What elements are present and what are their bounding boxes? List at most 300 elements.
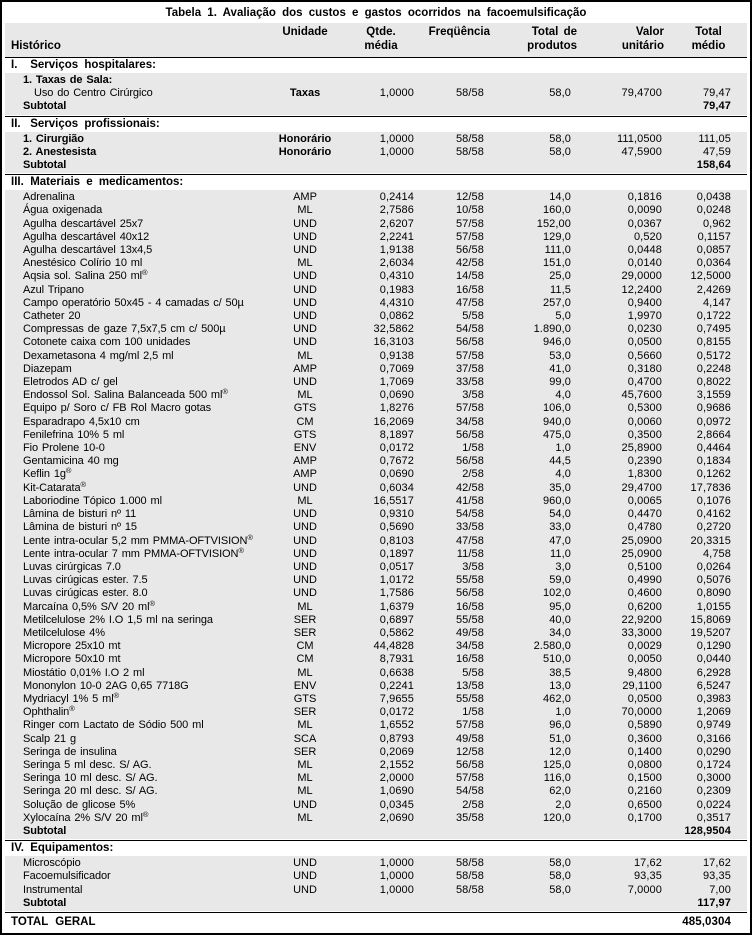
row-cell: 0,8155 <box>696 336 731 349</box>
row-cell <box>342 825 420 838</box>
row-cell <box>342 100 420 113</box>
row-cell: 0,0172 <box>379 706 414 719</box>
row-cell: UND <box>293 560 317 573</box>
row-cell: 0,2390 <box>627 455 662 468</box>
row-cell: 47,5900 <box>621 145 662 158</box>
row-cell: 56/58 <box>455 455 484 468</box>
row-cell: Taxas <box>289 87 321 100</box>
table-row <box>5 706 747 719</box>
row-cell: UND <box>293 857 317 870</box>
row-label: Luvas cirúgicas ester. 8.0 <box>23 587 148 600</box>
row-cell: 35,0 <box>549 481 571 494</box>
row-cell: 2,7586 <box>379 204 414 217</box>
row-cell: 7,00 <box>709 883 731 896</box>
row-cell: 62,0 <box>549 785 571 798</box>
table-row <box>5 627 747 640</box>
row-label: Campo operatório 50x45 - 4 camadas c/ 50µ <box>23 296 244 309</box>
row-cell: 257,0 <box>542 296 571 309</box>
row-cell: ML <box>297 257 313 270</box>
row-cell: 106,0 <box>542 402 571 415</box>
row-cell: 14/58 <box>455 270 484 283</box>
row-label: Subtotal <box>23 824 67 837</box>
row-cell: 0,9686 <box>696 402 731 415</box>
row-cell: Honorário <box>278 145 332 158</box>
row-label: Diazepam <box>23 362 72 375</box>
subtotal-row <box>5 159 747 172</box>
row-cell: 5/58 <box>462 310 484 323</box>
row-label: Catheter 20 <box>23 310 81 323</box>
registered-trademark-symbol: ® <box>142 268 148 278</box>
row-cell <box>492 159 585 172</box>
row-cell: 0,5100 <box>627 560 662 573</box>
row-cell: ML <box>297 758 313 771</box>
row-cell: 57/58 <box>455 719 484 732</box>
row-cell: 1,0690 <box>379 785 414 798</box>
row-cell: 58,0 <box>549 87 571 100</box>
table-row <box>5 336 747 349</box>
table-row <box>5 218 747 231</box>
table-row <box>5 799 747 812</box>
row-cell: UND <box>293 574 317 587</box>
row-cell: 0,7495 <box>696 323 731 336</box>
row-cell: 4,0 <box>555 389 571 402</box>
column-header-historico: Histórico <box>11 39 61 52</box>
row-cell: GTS <box>293 692 317 705</box>
row-cell: 0,2309 <box>696 785 731 798</box>
row-label: Laboriodine Tópico 1.000 ml <box>23 494 162 507</box>
row-cell: 1,0 <box>555 706 571 719</box>
row-cell: UND <box>293 283 317 296</box>
row-label: Esparadrapo 4,5x10 cm <box>23 415 140 428</box>
row-cell: 1,0155 <box>696 600 731 613</box>
column-header-valor-unitario: Valor unitário <box>621 26 664 52</box>
table-row <box>5 521 747 534</box>
row-label: Agulha descartável 25x7 <box>23 217 144 230</box>
row-cell: ML <box>297 785 313 798</box>
row-cell: 58,0 <box>549 132 571 145</box>
grand-total-row <box>5 913 747 931</box>
row-cell: ML <box>297 811 313 824</box>
row-cell: 2/58 <box>462 798 484 811</box>
row-cell <box>492 897 585 910</box>
row-label: Luvas cirúrgicas 7.0 <box>23 560 121 573</box>
table-row <box>5 468 747 481</box>
column-header-total-produtos: Total de produtos <box>527 26 577 52</box>
row-cell: 6,5247 <box>696 679 731 692</box>
row-cell: 0,1834 <box>696 455 731 468</box>
row-cell: 462,0 <box>542 692 571 705</box>
table-row <box>5 640 747 653</box>
table-row <box>5 363 747 376</box>
row-cell: 32,5862 <box>373 323 414 336</box>
row-cell: 58,0 <box>549 857 571 870</box>
row-cell: 0,1983 <box>379 283 414 296</box>
row-cell: 57/58 <box>455 230 484 243</box>
row-cell: UND <box>293 376 317 389</box>
row-cell: 0,0690 <box>379 468 414 481</box>
row-cell: UND <box>293 481 317 494</box>
row-cell: 56/58 <box>455 758 484 771</box>
row-cell: 0,2720 <box>696 521 731 534</box>
row-cell: 58,0 <box>549 883 571 896</box>
row-cell: 40,0 <box>549 613 571 626</box>
row-cell: 3,1559 <box>696 389 731 402</box>
row-cell: 4,758 <box>702 547 731 560</box>
row-cell: GTS <box>293 428 317 441</box>
row-cell: SER <box>293 706 317 719</box>
registered-trademark-symbol: ® <box>69 704 75 714</box>
row-cell: 0,0090 <box>627 204 662 217</box>
registered-trademark-symbol: ® <box>222 387 228 397</box>
row-cell: SER <box>293 745 317 758</box>
row-cell <box>585 74 670 87</box>
row-cell <box>585 100 670 113</box>
row-cell: 16/58 <box>455 283 484 296</box>
row-cell: UND <box>293 870 317 883</box>
row-cell <box>342 897 420 910</box>
row-label: Uso do Centro Cirúrgico <box>34 87 153 100</box>
row-cell: 29,4700 <box>621 481 662 494</box>
row-cell: 1,0000 <box>379 132 414 145</box>
row-label: Seringa de insulina <box>23 745 117 758</box>
row-cell: 20,3315 <box>690 534 731 547</box>
row-cell: 51,0 <box>549 732 571 745</box>
row-cell <box>268 159 342 172</box>
row-cell: 0,962 <box>702 217 731 230</box>
row-cell: 29,0000 <box>621 270 662 283</box>
row-cell: CM <box>296 415 314 428</box>
row-cell: 79,47 <box>702 100 731 113</box>
row-cell: 0,5172 <box>696 349 731 362</box>
table-row <box>5 746 747 759</box>
row-cell: 125,0 <box>542 758 571 771</box>
row-cell: 0,0972 <box>696 415 731 428</box>
subtotal-row <box>5 897 747 910</box>
row-cell: 0,4470 <box>627 508 662 521</box>
table-row <box>5 574 747 587</box>
row-cell: 151,0 <box>542 257 571 270</box>
row-cell: 1,0 <box>555 442 571 455</box>
row-cell: 1/58 <box>462 442 484 455</box>
section-header <box>5 175 747 190</box>
row-cell: 22,9200 <box>621 613 662 626</box>
row-label: 2. Anestesista <box>23 145 97 158</box>
table-row <box>5 429 747 442</box>
column-header-unidade: Unidade <box>282 26 328 38</box>
row-cell: UND <box>293 217 317 230</box>
row-cell: 42/58 <box>455 481 484 494</box>
table-row <box>5 244 747 257</box>
row-cell: 111,0 <box>544 244 571 257</box>
row-label: Solução de glicose 5% <box>23 798 136 811</box>
section-number: IV. <box>11 842 25 855</box>
row-label: 1. Cirurgião <box>23 132 84 145</box>
row-cell: 111,05 <box>698 132 731 145</box>
section-name: Materiais e medicamentos: <box>24 176 184 189</box>
row-cell <box>342 74 420 87</box>
row-cell: 96,0 <box>549 719 571 732</box>
row-cell: AMP <box>293 362 317 375</box>
row-cell: 475,0 <box>542 428 571 441</box>
row-label: Seringa 5 ml desc. S/ AG. <box>23 758 152 771</box>
table-body <box>5 58 747 913</box>
row-cell: 53,0 <box>549 349 571 362</box>
row-cell: 2,6034 <box>379 257 414 270</box>
row-label: Subtotal <box>23 159 67 172</box>
row-cell: 54,0 <box>549 508 571 521</box>
row-cell: 0,0517 <box>379 560 414 573</box>
row-cell: 56/58 <box>455 336 484 349</box>
section-name: Serviços profissionais: <box>24 117 160 130</box>
row-cell: 946,0 <box>542 336 571 349</box>
column-header-row <box>5 23 747 57</box>
row-cell: 0,0862 <box>379 310 414 323</box>
row-cell <box>268 897 342 910</box>
row-label: Endossol Sol. Salina Balanceada 500 ml® <box>23 387 228 402</box>
row-cell: 0,1500 <box>627 772 662 785</box>
row-cell: 0,1076 <box>696 494 731 507</box>
row-cell: 1,0000 <box>379 883 414 896</box>
row-cell: UND <box>293 310 317 323</box>
row-cell: 47/58 <box>455 534 484 547</box>
row-cell: 8,1897 <box>379 428 414 441</box>
row-cell: 13/58 <box>455 679 484 692</box>
subtotal-row <box>5 825 747 838</box>
row-cell: 42/58 <box>455 257 484 270</box>
row-cell: 37/58 <box>455 362 484 375</box>
row-cell: AMP <box>293 468 317 481</box>
row-cell: 940,0 <box>542 415 571 428</box>
row-cell: 0,3166 <box>696 732 731 745</box>
row-label: Lente intra-ocular 5,2 mm PMMA-OFTVISION® <box>23 532 253 547</box>
row-cell: 111,0500 <box>616 132 662 145</box>
row-cell: 0,0140 <box>627 257 662 270</box>
row-cell: AMP <box>293 455 317 468</box>
row-cell: 7,9655 <box>379 692 414 705</box>
table-row <box>5 719 747 732</box>
row-cell: 0,3500 <box>627 428 662 441</box>
row-cell: 95,0 <box>549 600 571 613</box>
row-cell: 33/58 <box>455 521 484 534</box>
row-cell: 510,0 <box>542 653 571 666</box>
row-label: Instrumental <box>23 883 83 896</box>
row-cell: 0,0438 <box>696 191 731 204</box>
row-cell: 47,0 <box>549 534 571 547</box>
table-row <box>5 690 747 706</box>
row-cell: UND <box>293 336 317 349</box>
row-cell: 47/58 <box>455 296 484 309</box>
section-name: Equipamentos: <box>24 842 114 855</box>
row-cell: 17,62 <box>702 857 731 870</box>
row-cell: 1,0000 <box>379 857 414 870</box>
row-cell: 56/58 <box>455 428 484 441</box>
row-cell: 58,0 <box>549 870 571 883</box>
row-cell: 47,59 <box>702 145 731 158</box>
table-row <box>5 772 747 785</box>
row-label: Lâmina de bisturi nº 11 <box>23 508 137 521</box>
row-label: Adrenalina <box>23 191 75 204</box>
table-row <box>5 759 747 772</box>
row-cell: 6,2928 <box>696 666 731 679</box>
registered-trademark-symbol: ® <box>65 466 72 476</box>
row-label: Dexametasona 4 mg/ml 2,5 ml <box>23 349 174 362</box>
row-cell: 3/58 <box>462 389 484 402</box>
row-cell <box>420 100 492 113</box>
row-cell <box>342 159 420 172</box>
row-cell: 12,0 <box>549 745 571 758</box>
row-label: Keflin 1g® <box>23 466 72 481</box>
row-label: Scalp 21 g <box>23 732 76 745</box>
row-cell: 0,0857 <box>696 244 731 257</box>
row-cell: 58/58 <box>455 870 484 883</box>
row-cell: 38,5 <box>549 666 571 679</box>
row-cell: 58/58 <box>455 857 484 870</box>
row-cell <box>420 159 492 172</box>
row-cell: 0,0050 <box>627 653 662 666</box>
table-row <box>5 74 747 87</box>
row-cell: 0,1897 <box>379 547 414 560</box>
row-cell <box>420 74 492 87</box>
row-cell: 1,6552 <box>379 719 414 732</box>
row-cell: 0,7069 <box>379 362 414 375</box>
grand-total-value: 485,0304 <box>682 915 731 928</box>
row-label: Fenilefrina 10% 5 ml <box>23 428 125 441</box>
table-row <box>5 350 747 363</box>
row-cell: ML <box>297 494 313 507</box>
row-cell: 0,1262 <box>696 468 731 481</box>
row-cell: 11/58 <box>456 547 484 560</box>
row-cell: 0,0800 <box>627 758 662 771</box>
row-cell: 0,6500 <box>627 798 662 811</box>
row-cell: 0,8103 <box>379 534 414 547</box>
table-row <box>5 809 747 825</box>
row-cell <box>268 100 342 113</box>
row-cell: CM <box>296 653 314 666</box>
row-cell: 25,0900 <box>621 534 662 547</box>
row-cell: 0,1722 <box>696 310 731 323</box>
row-cell: 0,4780 <box>627 521 662 534</box>
section-header <box>5 841 747 856</box>
row-cell: 0,1157 <box>697 230 731 243</box>
row-cell: 16/58 <box>455 653 484 666</box>
row-cell <box>492 100 585 113</box>
row-cell: 57/58 <box>455 349 484 362</box>
table-row <box>5 479 747 495</box>
row-cell: 0,520 <box>633 230 662 243</box>
row-cell: UND <box>293 534 317 547</box>
row-cell: 4,4310 <box>379 296 414 309</box>
row-cell: 44,4828 <box>373 640 414 653</box>
row-cell: ML <box>297 600 313 613</box>
table-row <box>5 495 747 508</box>
row-cell: 55/58 <box>455 692 484 705</box>
row-label: Seringa 20 ml desc. S/ AG. <box>23 785 158 798</box>
section-number: II. <box>11 117 21 130</box>
table-row <box>5 598 747 614</box>
row-cell: 0,1290 <box>696 640 731 653</box>
row-cell: 3/58 <box>462 560 484 573</box>
row-label: Equipo p/ Soro c/ FB Rol Macro gotas <box>23 402 212 415</box>
row-cell: 0,8090 <box>696 587 731 600</box>
row-cell: 0,0248 <box>696 204 731 217</box>
table-row <box>5 785 747 798</box>
grand-total-label: TOTAL GERAL <box>11 915 96 928</box>
row-cell: 0,5076 <box>696 574 731 587</box>
row-cell <box>585 897 670 910</box>
row-cell: 0,3000 <box>696 772 731 785</box>
row-cell: 19,5207 <box>690 626 731 639</box>
row-cell: 960,0 <box>542 494 571 507</box>
row-cell: ML <box>297 204 313 217</box>
row-cell: 34/58 <box>455 415 484 428</box>
row-cell: 2,8664 <box>696 428 731 441</box>
table-row <box>5 297 747 310</box>
row-cell: 128,9504 <box>684 824 731 837</box>
row-cell: 0,0060 <box>627 415 662 428</box>
row-cell: 2,0 <box>555 798 571 811</box>
row-cell: 14,0 <box>549 191 571 204</box>
row-cell: 116,0 <box>543 772 571 785</box>
table-row <box>5 857 747 870</box>
row-cell: 56/58 <box>455 244 484 257</box>
row-cell: 5/58 <box>462 666 484 679</box>
row-label: Kit-Catarata® <box>23 479 87 494</box>
row-cell: 0,0290 <box>696 745 731 758</box>
row-cell: 93,35 <box>702 870 731 883</box>
row-cell: 1,6379 <box>379 600 414 613</box>
row-cell: 35/58 <box>455 811 484 824</box>
row-cell: 152,00 <box>536 217 571 230</box>
table-row <box>5 310 747 323</box>
row-label: Metilcelulose 2% I.O 1,5 ml na seringa <box>23 613 213 626</box>
row-cell: 55/58 <box>455 574 484 587</box>
row-cell: 4,147 <box>702 296 731 309</box>
row-cell: 0,5890 <box>627 719 662 732</box>
row-label: Mononylon 10-0 2AG 0,65 7718G <box>23 679 189 692</box>
row-cell: 0,0448 <box>627 244 662 257</box>
table-row <box>5 231 747 244</box>
row-cell: 2,1552 <box>379 758 414 771</box>
row-cell: 2,4269 <box>696 283 731 296</box>
row-cell: 0,7672 <box>379 455 414 468</box>
row-label: Subtotal <box>23 896 67 909</box>
row-cell: 54/58 <box>455 785 484 798</box>
row-cell: ENV <box>293 679 317 692</box>
row-cell: 17,7836 <box>690 481 731 494</box>
row-label: Cotonete caixa com 100 unidades <box>23 336 191 349</box>
row-label: Marcaína 0,5% S/V 20 ml® <box>23 598 155 613</box>
table-row <box>5 884 747 897</box>
row-cell: 1/58 <box>462 706 484 719</box>
row-label: Agulha descartável 13x4,5 <box>23 244 153 257</box>
row-cell: UND <box>293 296 317 309</box>
row-cell: UND <box>293 798 317 811</box>
registered-trademark-symbol: ® <box>142 809 149 819</box>
row-label: Metilcelulose 4% <box>23 626 105 639</box>
row-cell: SCA <box>293 732 317 745</box>
row-cell: 5,0 <box>555 310 571 323</box>
row-cell: 56/58 <box>455 587 484 600</box>
row-cell: 1,9970 <box>627 310 662 323</box>
row-cell: 102,0 <box>542 587 571 600</box>
table-row <box>5 204 747 217</box>
row-cell: UND <box>293 547 317 560</box>
row-cell: 2,6207 <box>379 217 414 230</box>
row-label: Micropore 50x10 mt <box>23 653 121 666</box>
row-cell: 1,8276 <box>379 402 414 415</box>
table-row <box>5 442 747 455</box>
row-cell: 0,0500 <box>627 692 662 705</box>
